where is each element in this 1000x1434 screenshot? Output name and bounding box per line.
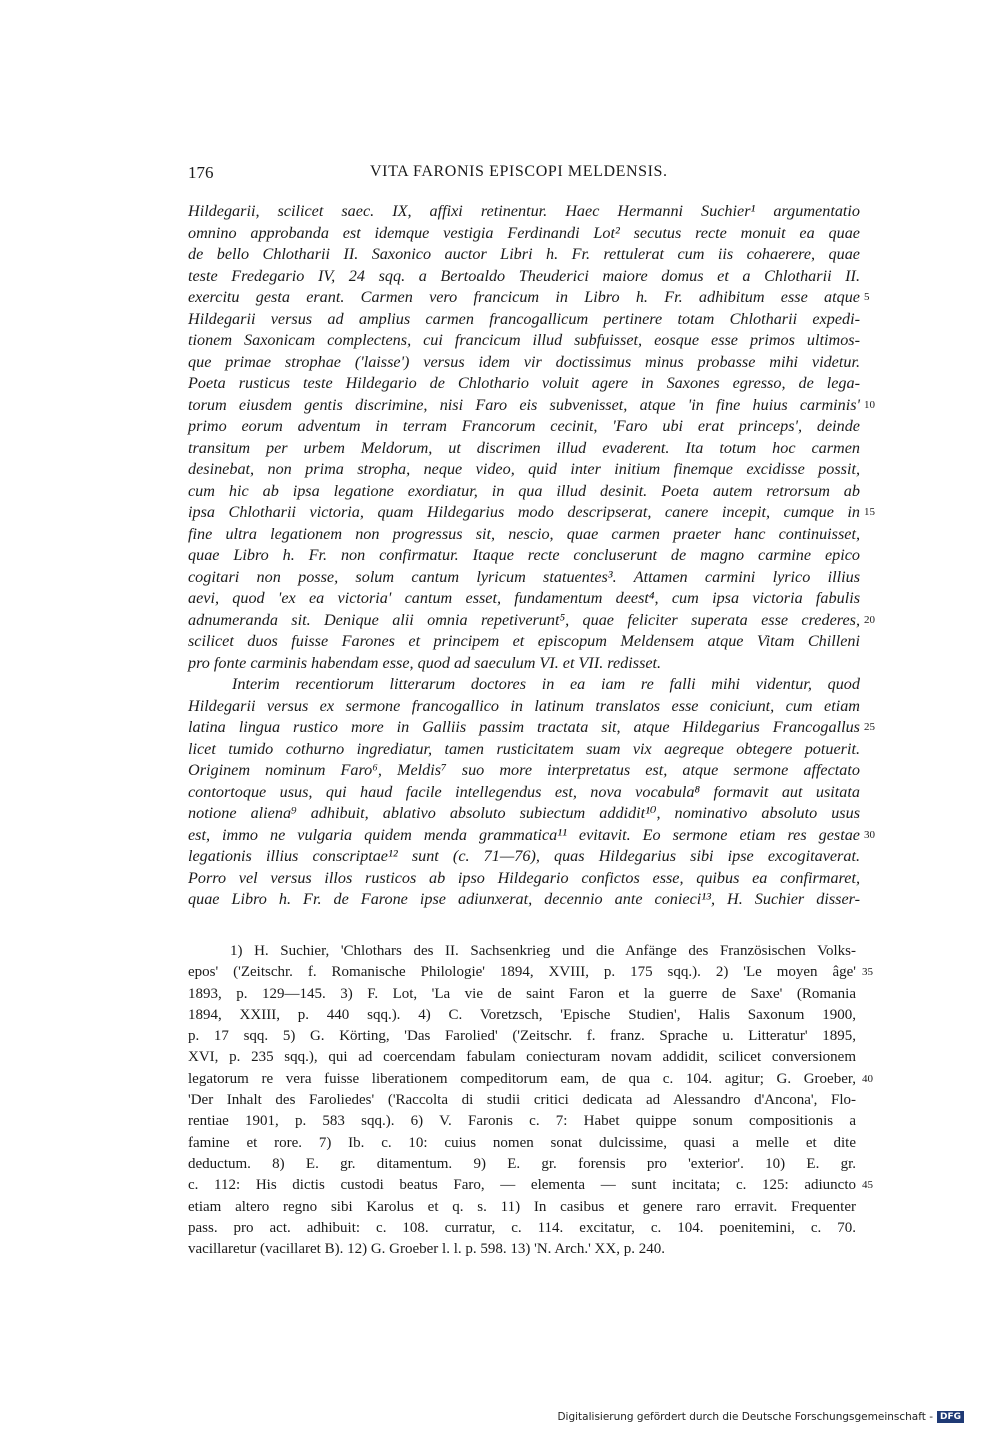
text-line: aevi, quod 'ex ea victoria' cantum esset, fundamentum deest⁴, cum ipsa victoria fabulis — [188, 589, 860, 607]
text-line: est, immo ne vulgaria quidem menda grammatica¹¹ evitavit. Eo sermone etiam res gestae — [188, 825, 860, 844]
text-line: cogitari non posse, solum cantum lyricum statuentes³. Attamen carmini lyrico illius — [188, 567, 860, 586]
text-line: primo eorum adventum in terram Francorum cecinit, 'Faro ubi erat princeps', deinde — [188, 417, 860, 435]
line-number: 30 — [864, 828, 875, 841]
text-line: transitum per urbem Meldorum, ut discrimen illud evaderent. Ita totum hoc carmen — [188, 438, 860, 457]
footnote-line: vacillaretur (vacillaret B). 12) G. Groeber l. l. p. 598. 13) 'N. Arch.' XX, p. 240. — [188, 1241, 665, 1258]
text-line: contortoque usus, qui haud facile intellegendus est, nova vocabula⁸ formavit aut usitata — [188, 782, 860, 801]
line-number: 35 — [862, 966, 873, 979]
text-line: Hildegarii versus ad amplius carmen francogallicum pertinere totam Chlotharii expedi- — [188, 309, 860, 328]
text-line: latina lingua rustico more in Galliis passim tractata sit, atque Hildegarius Francogallus — [188, 718, 860, 736]
footnote-line: XVI, p. 235 sqq.), qui ad coercendam fabulam coniecturam novam addidit, scilicet conversionem — [188, 1049, 856, 1066]
text-line: de bello Chlotharii II. Saxonico auctor Libri h. Fr. rettulerat cum iis cohaerere, quae — [188, 245, 860, 263]
footnote-line: 1894, XXIII, p. 440 sqq.). 4) C. Voretzsch, 'Epische Studien', Halis Saxonum 1900, — [188, 1006, 856, 1023]
digitization-footer — [557, 1411, 964, 1423]
footnote-line: epos' ('Zeitschr. f. Romanische Philologie' 1894, XVIII, p. 175 sqq.). 2) 'Le moyen âge' — [188, 964, 856, 981]
text-line: scilicet duos fuisse Farones et principem et episcopum Meldensem atque Vitam Chilleni — [188, 632, 860, 650]
line-number: 10 — [864, 398, 875, 411]
footnote-line: p. 17 sqq. 5) G. Körting, 'Das Farolied' ('Zeitschr. f. franz. Sprache u. Litteratur' 1895, — [188, 1028, 856, 1045]
text-line: torum eiusdem gentis discrimine, nisi Faro eis subvenisset, atque 'in fine huius carminis' — [188, 395, 860, 414]
footnote-line: legatorum re vera fuisse liberationem compeditorum eam, de qua c. 104. agitur; G. Groeber, — [188, 1070, 856, 1087]
text-line: que primae strophae ('laisse') versus idem vir doctissimus minus probasse mihi videtur. — [188, 352, 860, 371]
footnote-line: pass. pro act. adhibuit: c. 108. curratur, c. 114. excitatur, c. 104. poenitemini, c. 70. — [188, 1219, 856, 1236]
footnote-line: c. 112: His dictis custodi beatus Faro, — elementa — sunt incitata; c. 125: adiuncto — [188, 1177, 856, 1194]
main-text — [188, 201, 860, 911]
text-line: Hildegarii, scilicet saec. IX, affixi retinentur. Haec Hermanni Suchier¹ argumentatio — [188, 202, 860, 220]
line-number: 5 — [864, 291, 870, 303]
footnote-line: 1) H. Suchier, 'Chlothars des II. Sachsenkrieg und die Anfänge des Französischen Volks- — [230, 943, 856, 959]
line-number: 20 — [864, 613, 875, 626]
footnote-line: rentiae 1901, p. 583 sqq.). 6) V. Faronis c. 7: Habet quippe sonum compositionis a — [188, 1113, 856, 1130]
footnote-line: etiam altero regno sibi Karolus et q. s. 11) In casibus et genere raro erravit. Frequenter — [188, 1198, 856, 1215]
text-line: exercitu gesta erant. Carmen vero francicum in Libro h. Fr. adhibitum esse atque — [188, 288, 860, 306]
line-number: 40 — [862, 1072, 873, 1085]
text-line: notione aliena⁹ adhibuit, ablativo absoluto subiectum addidit¹⁰, nominativo absoluto usus — [188, 804, 860, 822]
footer-text: Digitalisierung gefördert durch die Deutsche Forschungsgemeinschaft - — [557, 1411, 933, 1423]
text-line: quae Libro h. Fr. de Farone ipse adiunxerat, decennio ante conieci¹³, H. Suchier disser- — [188, 890, 860, 908]
text-line: legationis illius conscriptae¹² sunt (c. 71—76), quas Hildegarius sibi ipse excogitaverat. — [188, 847, 860, 865]
page-number: 176 — [188, 163, 214, 182]
line-number: 45 — [862, 1179, 873, 1192]
text-line: adnumeranda sit. Denique alii omnia repetiverunt⁵, quae feliciter superata esse crederes, — [188, 610, 860, 629]
text-line: Originem nominum Faro⁶, Meldis⁷ suo more interpretatus est, atque sermone affectato — [188, 761, 860, 779]
text-line: Poeta rusticus teste Hildegario de Chlothario voluit agere in Saxones egresso, de lega- — [188, 374, 860, 392]
text-line: tionem Saxonicam complectens, cui francicum illud subfuisset, eosque esse primos ultimos- — [188, 331, 860, 349]
running-title: VITA FARONIS EPISCOPI MELDENSIS. — [370, 163, 668, 180]
footnote-line: famine et rore. 7) Ib. c. 10: cuius nomen sonat dulcissime, quasi a melle et dite — [188, 1134, 856, 1151]
text-line: Porro vel versus illos rusticos ab ipso Hildegario confictos esse, quibus ea confirmaret, — [188, 868, 860, 887]
text-line: omnino approbanda est idemque vestigia Ferdinandi Lot² secutus recte monuit ea quae — [188, 223, 860, 242]
footnote-line: 1893, p. 129—145. 3) F. Lot, 'La vie de saint Faron et la guerre de Saxe' (Romania — [188, 985, 856, 1002]
footnote-line: deductum. 8) E. gr. ditamentum. 9) E. gr. forensis pro 'exterior'. 10) E. gr. — [188, 1155, 856, 1172]
footnotes — [188, 941, 856, 1260]
text-line: licet tumido cothurno ingrediatur, tamen rusticitatem suam vix aegreque obtegere potuerit. — [188, 739, 860, 758]
line-number: 15 — [864, 506, 875, 518]
text-line: Hildegarii versus ex sermone francogallico in latinum translatos esse coniciunt, cum etiam — [188, 696, 860, 715]
text-line: Interim recentiorum litterarum doctores in ea iam re falli mihi videntur, quod — [232, 675, 860, 693]
text-line: desinebat, non prima stropha, neque video, quid inter initium finemque excidisse possit, — [188, 460, 860, 478]
dfg-logo: DFG — [937, 1411, 964, 1423]
footnote-line: 'Der Inhalt des Faroliedes' ('Raccolta di studii critici dedicata ad Alessandro d'Ancona', Flo- — [188, 1092, 856, 1109]
text-line: teste Fredegario IV, 24 sqq. a Bertoaldo Theuderici maiore domus et a Chlotharii II. — [188, 266, 860, 285]
line-number: 25 — [864, 721, 875, 733]
text-line: cum hic ab ipsa legatione exordiatur, in qua illud desinit. Poeta autem retrorsum ab — [188, 481, 860, 500]
text-line: pro fonte carminis habendam esse, quod ad saeculum VI. et VII. redisset. — [188, 653, 662, 672]
text-line: fine ultra legationem non progressus sit, nescio, quae carmen praeter hanc continuisset, — [188, 524, 860, 543]
text-line: quae Libro h. Fr. non confirmatur. Itaque recte concluserunt de magno carmine epico — [188, 546, 860, 564]
text-line: ipsa Chlotharii victoria, quam Hildegarius modo descripserat, canere incepit, cumque in — [188, 503, 860, 521]
